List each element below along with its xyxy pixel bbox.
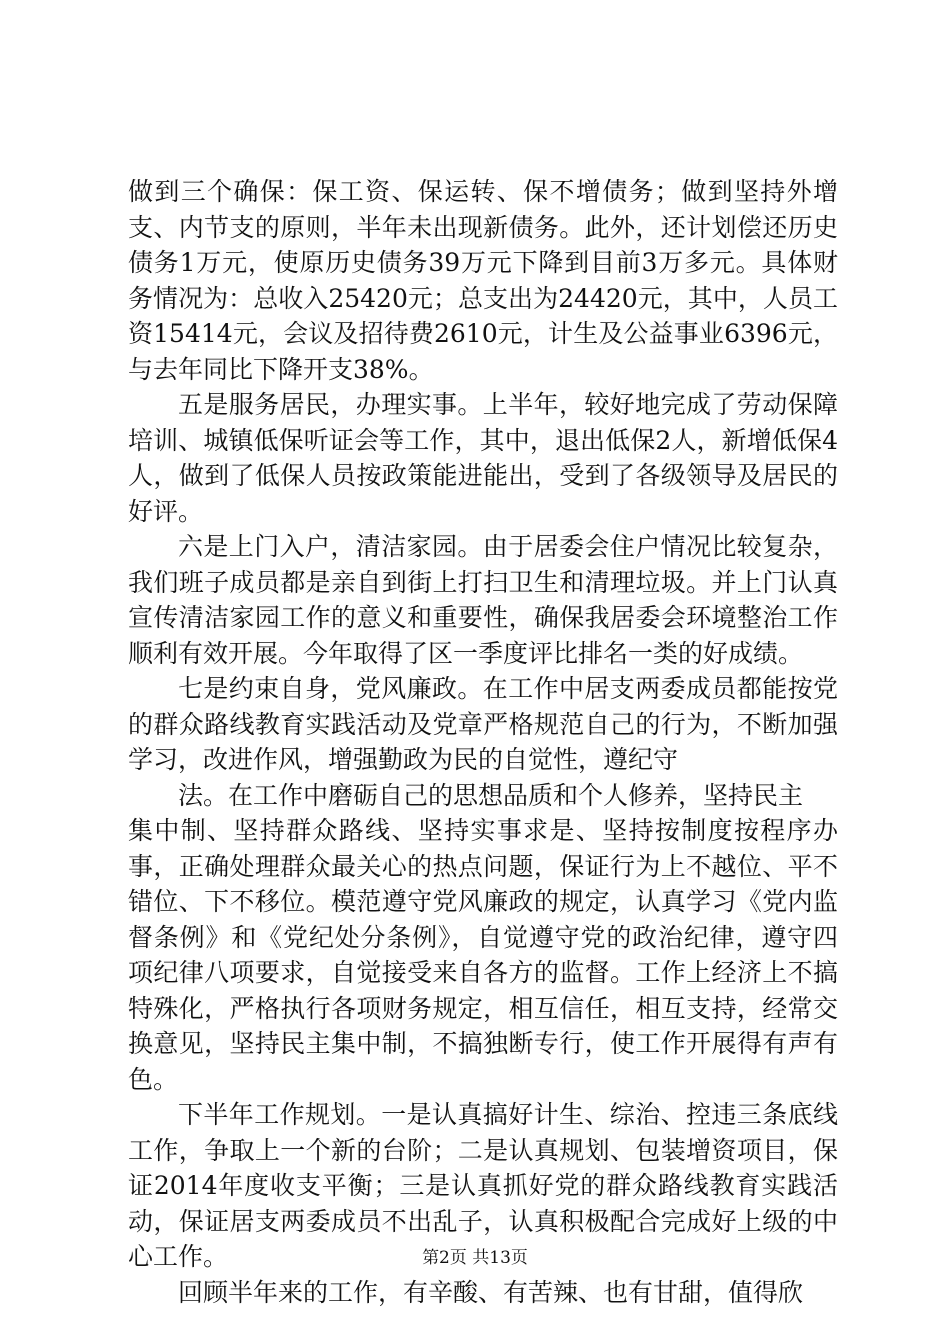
paragraph-6: 集中制、坚持群众路线、坚持实事求是、坚持按制度按程序办事，正确处理群众最关心的热点问题，保证行为上不越位、平不错位、下不移位。模范遵守党风廉政的规定，认真学习《党内监督条例》和《党纪处分条例》，自觉遵守党的政治纪律，遵守四项纪律八项要求，自觉接受来自各方的监督。工作上经济上不搞特殊化，严格执行各项财务规定，相互信任，相互支持，经常交换意见，坚持民主集中制，不搞独断专行，使工作开展得有声有色。	[128, 816, 838, 1094]
paragraph-8: 回顾半年来的工作，有辛酸、有苦辣、也有甘甜，值得欣	[178, 1277, 804, 1307]
paragraph-1: 做到三个确保：保工资、保运转、保不增债务；做到坚持外增支、内节支的原则，半年未出现新债务。此外，还计划偿还历史债务1万元，使原历史债务39万元下降到目前3万多元。具体财务情况为：总收入25420元；总支出为24420元，其中，人员工资15414元，会议及招待费2610元，计生及公益事业6396元，与去年同比下降开支38%。	[128, 177, 838, 384]
page-number-footer: 第2页 共13页	[422, 1248, 528, 1268]
paragraph-5: 法。在工作中磨砺自己的思想品质和个人修养，坚持民主	[178, 780, 804, 810]
document-body	[128, 174, 838, 1310]
paragraph-4: 七是约束自身，党风廉政。在工作中居支两委成员都能按党的群众路线教育实践活动及党章严格规范自己的行为，不断加强学习，改进作风，增强勤政为民的自觉性，遵纪守	[128, 674, 838, 774]
paragraph-3: 六是上门入户，清洁家园。由于居委会住户情况比较复杂，我们班子成员都是亲自到街上打扫卫生和清理垃圾。并上门认真宣传清洁家园工作的意义和重要性，确保我居委会环境整治工作顺利有效开展。今年取得了区一季度评比排名一类的好成绩。	[128, 532, 838, 668]
paragraph-7: 下半年工作规划。一是认真搞好计生、综治、控违三条底线工作，争取上一个新的台阶；二是认真规划、包装增资项目，保证2014年度收支平衡；三是认真抓好党的群众路线教育实践活动，保证居支两委成员不出乱子，认真积极配合完成好上级的中心工作。	[128, 1100, 838, 1271]
paragraph-2: 五是服务居民，办理实事。上半年，较好地完成了劳动保障培训、城镇低保听证会等工作，其中，退出低保2人，新增低保4人，做到了低保人员按政策能进能出，受到了各级领导及居民的好评。	[128, 390, 838, 526]
